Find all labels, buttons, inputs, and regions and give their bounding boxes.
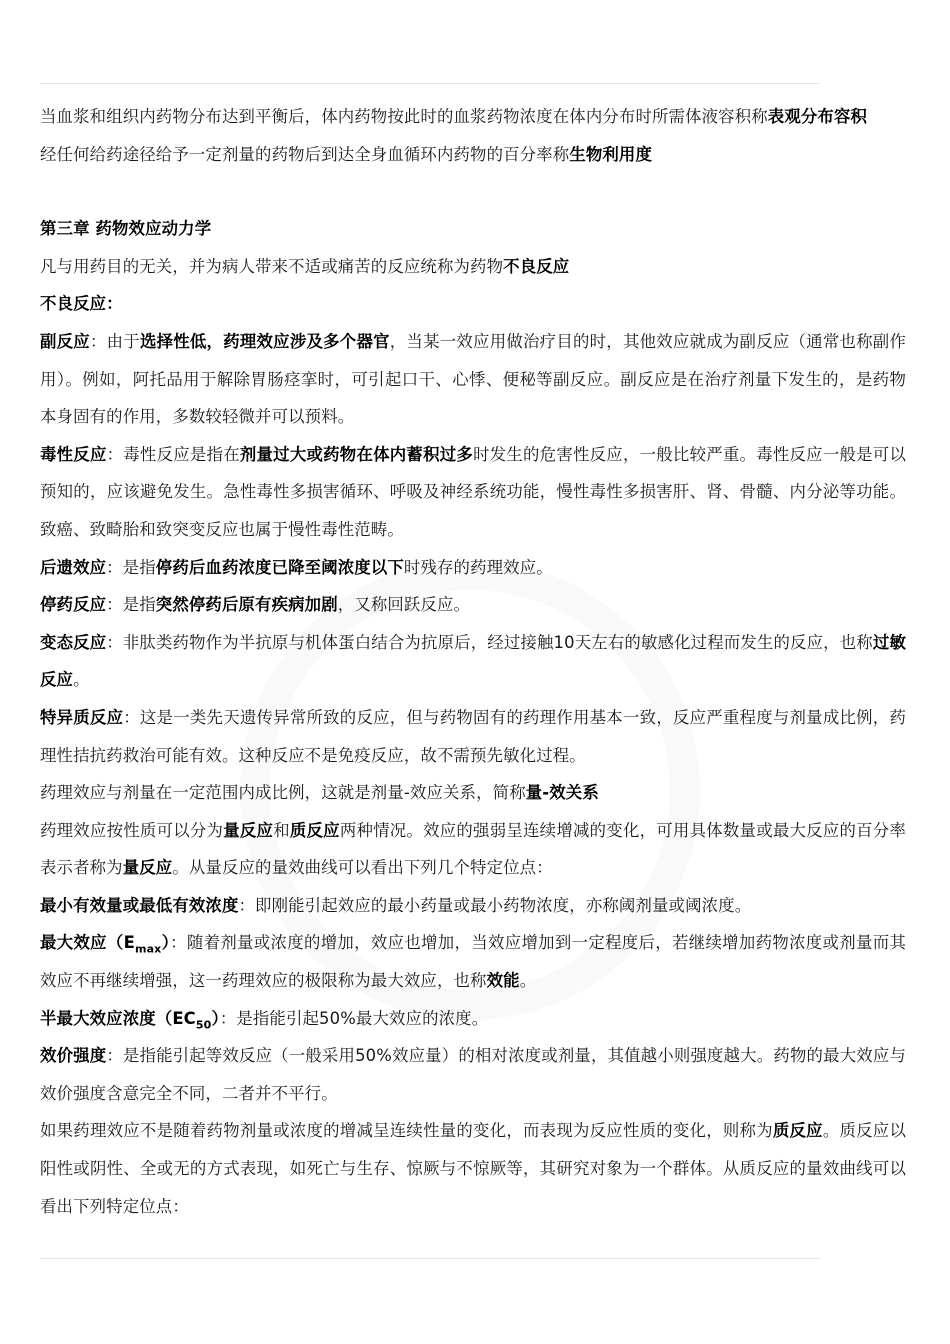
bold-term: 选择性低，药理效应涉及多个器官 <box>139 331 390 351</box>
bold-term: ） <box>211 1008 220 1028</box>
bold-term: 质反应 <box>289 820 340 840</box>
paragraph <box>40 436 906 549</box>
bold-term: 突然停药后原有疾病加剧 <box>155 595 338 615</box>
text-run: ：毒性反应是指在 <box>106 444 240 464</box>
bold-term: 特异质反应 <box>40 707 124 727</box>
subscript-text: max <box>135 942 162 956</box>
paragraph <box>40 210 906 248</box>
bold-term: 不良反应： <box>40 294 123 314</box>
text-run: 凡与用药目的无关，并为病人带来不适或痛苦的反应统称为药物 <box>40 256 504 276</box>
bold-term: 质反应 <box>772 1121 823 1141</box>
bold-term: ） <box>161 933 171 953</box>
footer-rule <box>40 1258 820 1259</box>
subscript-text: 50 <box>195 1017 212 1031</box>
text-run: ，又称回跃反应。 <box>337 595 471 615</box>
paragraph <box>40 812 906 887</box>
paragraph <box>40 887 906 925</box>
text-run: ：是指能引起等效反应（一般采用50%效应量）的相对浓度或剂量，其值越小则强度越大。药物的最大效应与效价强度含意完全不同，二者并不平行。 <box>40 1046 907 1103</box>
paragraph <box>40 586 906 624</box>
text-run: ：这是一类先天遗传异常所致的反应，但与药物固有的药理作用基本一致，反应严重程度与剂量成比例，药理性拮抗药救治可能有效。这种反应不是免疫反应，故不需预先敏化过程。 <box>40 707 907 765</box>
text-run: 当血浆和组织内药物分布达到平衡后，体内药物按此时的血浆药物浓度在体内分布时所需体液容积称 <box>40 107 768 126</box>
text-run: 药理效应与剂量在一定范围内成比例，这就是剂量-效应关系，简称 <box>40 783 526 803</box>
bold-term: 后遗效应 <box>40 557 107 577</box>
bold-term: 效价强度 <box>40 1046 107 1066</box>
text-run: 和 <box>273 820 290 840</box>
text-run: ，当某一效应用做治疗目的时，其他效应就成为副反应（通常也称副作用）。例如，阿托品用于解除胃肠痉挛时，可引起口干、心悸、便秘等副反应。副反应是在治疗剂量下发生的，是药物本身固有的作用，多数较轻微并可以预料。 <box>40 331 906 427</box>
text-run: 药理效应按性质可以分为 <box>40 820 224 840</box>
text-run: ：即刚能引起效应的最小药量或最小药物浓度，亦称阈剂量或阈浓度。 <box>238 895 752 915</box>
bold-term: 第三章 药物效应动力学 <box>40 219 212 239</box>
bold-term: 生物利用度 <box>569 144 653 164</box>
paragraph <box>40 774 906 812</box>
text-run: 。从量反应的量效曲线可以看出下列几个特定位点： <box>172 858 553 878</box>
paragraph <box>40 1112 906 1225</box>
bold-term: 不良反应 <box>503 256 570 276</box>
text-run: 。 <box>73 670 90 690</box>
text-run: 。 <box>519 971 537 991</box>
bold-term: 最大效应（E <box>40 933 135 953</box>
paragraph <box>40 924 906 999</box>
bold-term: 停药反应 <box>40 595 107 615</box>
text-run: 时残存的药理效应。 <box>403 557 553 577</box>
bold-term: 剂量过大或药物在体内蓄积过多 <box>239 444 474 464</box>
subscript <box>135 943 161 956</box>
paragraph <box>40 699 906 774</box>
paragraph <box>40 1037 906 1112</box>
header-rule <box>40 83 820 84</box>
bold-term: 效能 <box>486 971 520 991</box>
text-run: 。质反应以阳性或阴性、全或无的方式表现，如死亡与生存、惊厥与不惊厥等，其研究对象为一个群体。从质反应的量效曲线可以看出下列特定位点： <box>40 1121 906 1216</box>
text-run: 时发生的危害性反应，一般比较严重。毒性反应一般是可以预知的，应该避免发生。急性毒性多损害循环、呼吸及神经系统功能，慢性毒性多损害肝、肾、骨髓、内分泌等功能。致癌、致畸胎和致突变反应也属于慢性毒性范畴。 <box>40 444 906 539</box>
paragraph <box>40 549 906 587</box>
bold-term: 变态反应 <box>40 632 107 652</box>
bold-term: 量-效关系 <box>525 783 599 803</box>
paragraph <box>40 285 906 323</box>
paragraph <box>40 323 906 436</box>
bold-term: 停药后血药浓度已降至阈浓度以下 <box>155 557 404 577</box>
bold-term: 最小有效量或最低有效浓度 <box>40 895 239 915</box>
subscript <box>196 1018 212 1031</box>
text-run: ：非肽类药物作为半抗原与机体蛋白结合为抗原后，经过接触10天左右的敏感化过程而发生的反应，也称 <box>106 632 873 652</box>
bold-term: 量反应 <box>223 820 274 840</box>
text-run: ：是指 <box>106 557 156 577</box>
paragraph <box>40 1000 906 1038</box>
paragraph <box>40 136 906 174</box>
paragraph <box>40 248 906 286</box>
bold-term: 副反应 <box>40 331 90 351</box>
bold-term: 毒性反应 <box>40 444 107 464</box>
text-run: 两种情况。效应的强弱呈连续增减的变化，可用具体数量或最大反应的百分率表示者称为 <box>40 820 906 878</box>
text-run: ：由于 <box>89 331 140 351</box>
paragraph <box>40 98 906 136</box>
paragraph <box>40 624 906 699</box>
bold-term: 过敏反应 <box>40 632 906 690</box>
document-body <box>40 98 906 1225</box>
text-run: ：随着剂量或浓度的增加，效应也增加，当效应增加到一定程度后，若继续增加药物浓度或剂量而其效应不再继续增强，这一药理效应的极限称为最大效应，也称 <box>40 933 906 991</box>
bold-term: 表观分布容积 <box>767 107 868 126</box>
text-run: ：是指能引起50%最大效应的浓度。 <box>219 1008 489 1028</box>
bold-term: 半最大效应浓度（EC <box>40 1008 196 1028</box>
bold-term: 量反应 <box>122 858 173 878</box>
text-run: ：是指 <box>106 595 156 615</box>
text-run: 经任何给药途径给予一定剂量的药物后到达全身血循环内药物的百分率称 <box>40 144 570 164</box>
text-run: 如果药理效应不是随着药物剂量或浓度的增减呈连续性量的变化，而表现为反应性质的变化，则称为 <box>40 1121 773 1141</box>
